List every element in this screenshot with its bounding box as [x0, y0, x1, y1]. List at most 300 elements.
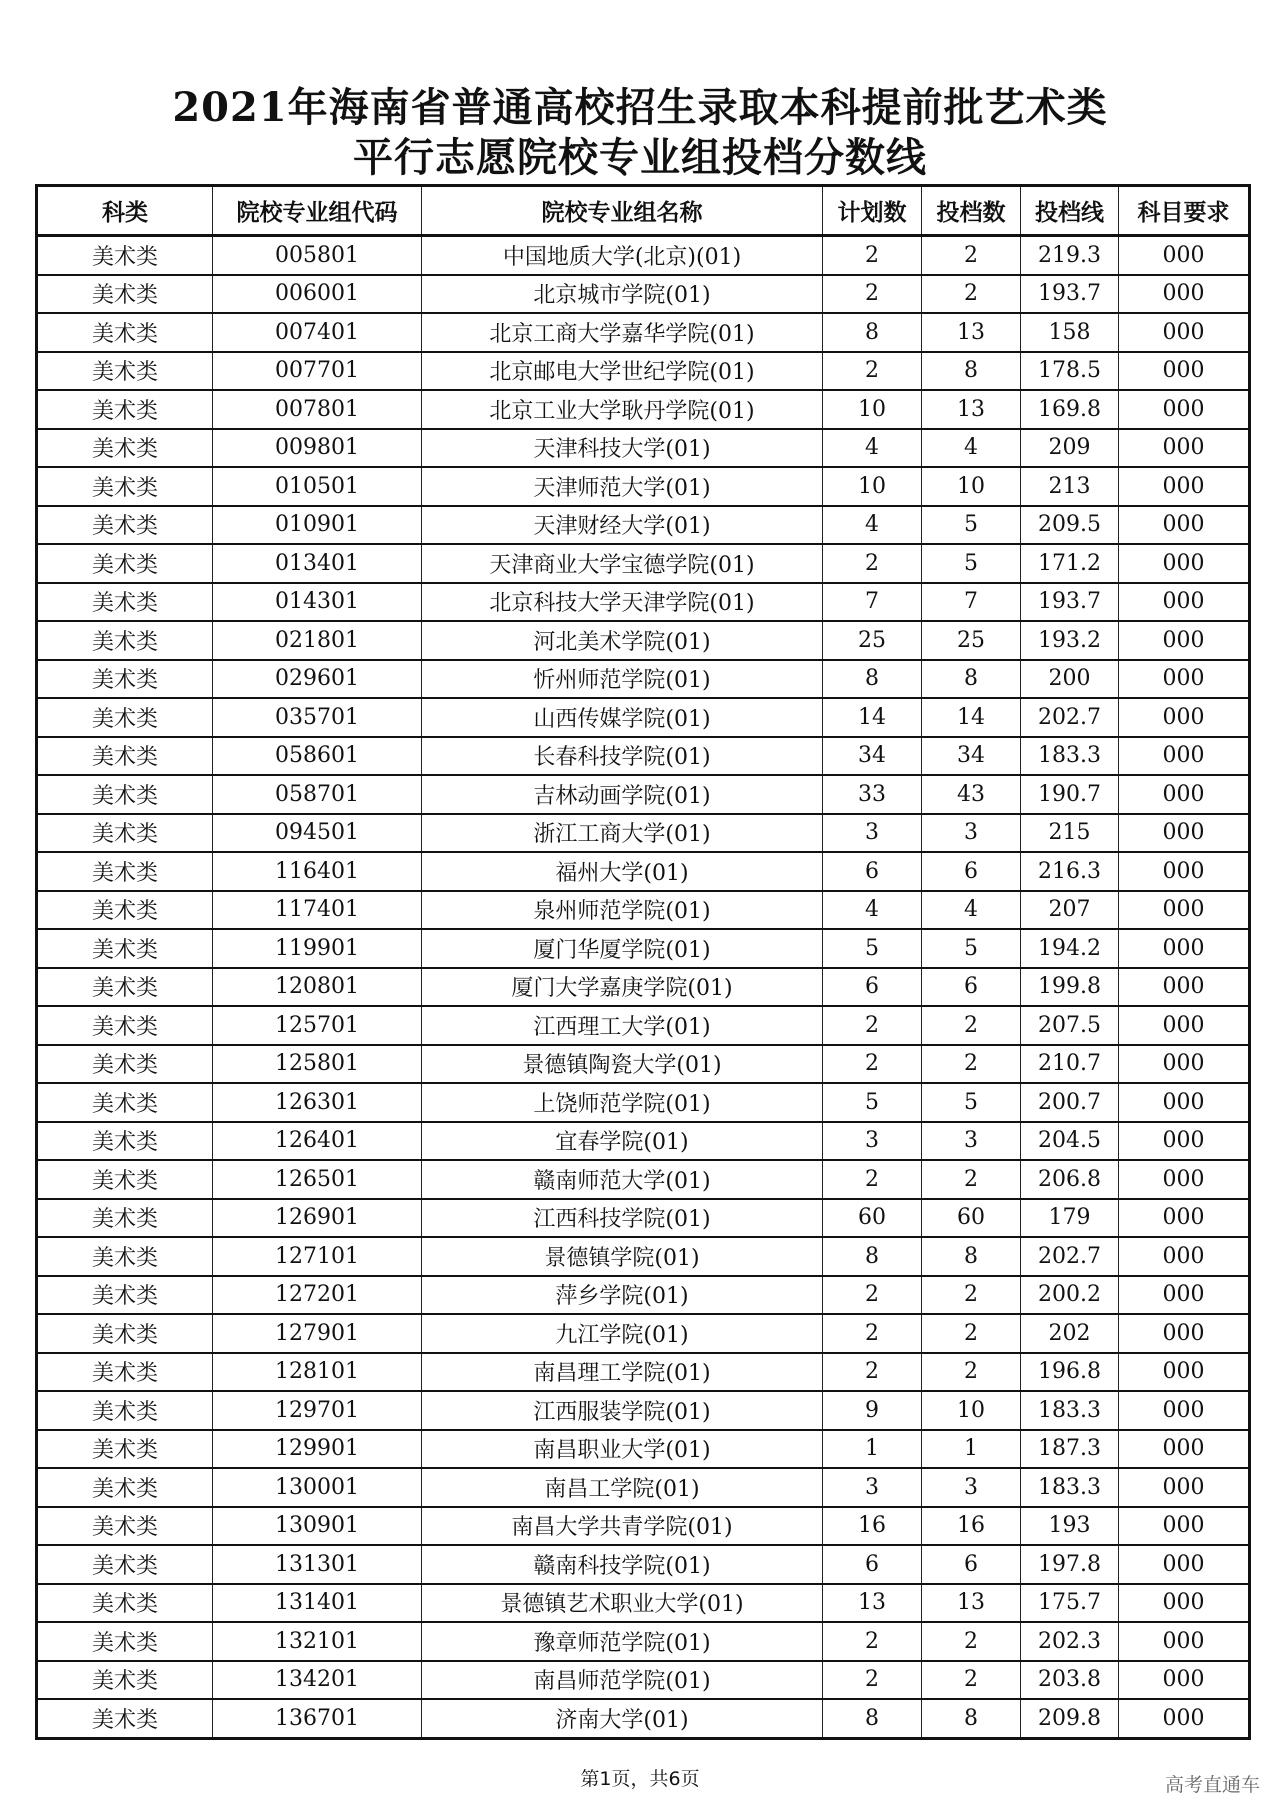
cell-cutoff-score: 206.8 — [1021, 1160, 1119, 1199]
table-header-row — [37, 186, 1250, 236]
cell-filed-count: 5 — [922, 506, 1021, 545]
cell-cutoff-score: 207 — [1021, 891, 1119, 930]
table-row — [37, 1314, 1250, 1353]
cell-cutoff-score: 178.5 — [1021, 352, 1119, 391]
cell-plan-count: 2 — [823, 544, 922, 583]
header-group-code: 院校专业组代码 — [213, 186, 422, 236]
watermark: 高考直通车 — [1164, 1774, 1260, 1796]
cell-category: 美术类 — [37, 1276, 213, 1315]
cell-subject-requirement: 000 — [1119, 852, 1250, 891]
cell-group-name: 北京工商大学嘉华学院(01) — [422, 313, 823, 352]
cell-filed-count: 8 — [922, 1237, 1021, 1276]
table-row — [37, 544, 1250, 583]
cell-group-name: 北京城市学院(01) — [422, 275, 823, 314]
cell-subject-requirement: 000 — [1119, 236, 1250, 275]
cell-cutoff-score: 202.7 — [1021, 698, 1119, 737]
cell-plan-count: 60 — [823, 1199, 922, 1238]
cell-cutoff-score: 203.8 — [1021, 1661, 1119, 1700]
cell-group-code: 058701 — [213, 775, 422, 814]
cell-filed-count: 2 — [922, 1314, 1021, 1353]
cell-group-name: 北京邮电大学世纪学院(01) — [422, 352, 823, 391]
cell-group-code: 009801 — [213, 429, 422, 468]
cell-cutoff-score: 219.3 — [1021, 236, 1119, 275]
cell-group-name: 河北美术学院(01) — [422, 621, 823, 660]
cell-plan-count: 6 — [823, 852, 922, 891]
cell-cutoff-score: 199.8 — [1021, 968, 1119, 1007]
cell-filed-count: 2 — [922, 1006, 1021, 1045]
cell-plan-count: 16 — [823, 1507, 922, 1546]
cell-category: 美术类 — [37, 1045, 213, 1084]
cell-filed-count: 4 — [922, 891, 1021, 930]
cell-subject-requirement: 000 — [1119, 1661, 1250, 1700]
cell-cutoff-score: 216.3 — [1021, 852, 1119, 891]
cell-plan-count: 8 — [823, 313, 922, 352]
cell-filed-count: 3 — [922, 1468, 1021, 1507]
table-row — [37, 1545, 1250, 1584]
cell-filed-count: 1 — [922, 1430, 1021, 1469]
cell-plan-count: 8 — [823, 1699, 922, 1738]
cell-cutoff-score: 193 — [1021, 1507, 1119, 1546]
table-row — [37, 852, 1250, 891]
cell-subject-requirement: 000 — [1119, 1276, 1250, 1315]
cell-filed-count: 5 — [922, 544, 1021, 583]
cell-group-code: 127201 — [213, 1276, 422, 1315]
cell-cutoff-score: 215 — [1021, 814, 1119, 853]
cell-subject-requirement: 000 — [1119, 1006, 1250, 1045]
cell-filed-count: 2 — [922, 1661, 1021, 1700]
cell-group-code: 007401 — [213, 313, 422, 352]
cell-group-name: 上饶师范学院(01) — [422, 1083, 823, 1122]
cell-group-name: 天津科技大学(01) — [422, 429, 823, 468]
cell-group-code: 132101 — [213, 1622, 422, 1661]
cell-category: 美术类 — [37, 1353, 213, 1392]
cell-subject-requirement: 000 — [1119, 1584, 1250, 1623]
cell-filed-count: 2 — [922, 1276, 1021, 1315]
cell-cutoff-score: 202.3 — [1021, 1622, 1119, 1661]
cell-group-code: 131401 — [213, 1584, 422, 1623]
cell-filed-count: 13 — [922, 390, 1021, 429]
cell-group-code: 010501 — [213, 467, 422, 506]
cell-group-code: 129701 — [213, 1391, 422, 1430]
cell-plan-count: 4 — [823, 891, 922, 930]
cell-group-name: 北京科技大学天津学院(01) — [422, 583, 823, 622]
cell-category: 美术类 — [37, 968, 213, 1007]
cell-subject-requirement: 000 — [1119, 1622, 1250, 1661]
cell-filed-count: 43 — [922, 775, 1021, 814]
cell-category: 美术类 — [37, 390, 213, 429]
table-row — [37, 968, 1250, 1007]
cell-plan-count: 14 — [823, 698, 922, 737]
cell-subject-requirement: 000 — [1119, 275, 1250, 314]
cell-category: 美术类 — [37, 1584, 213, 1623]
cell-group-code: 136701 — [213, 1699, 422, 1738]
cell-category: 美术类 — [37, 660, 213, 699]
cell-subject-requirement: 000 — [1119, 698, 1250, 737]
cell-group-name: 南昌职业大学(01) — [422, 1430, 823, 1469]
cell-group-code: 126401 — [213, 1122, 422, 1161]
cell-group-name: 豫章师范学院(01) — [422, 1622, 823, 1661]
table-row — [37, 236, 1250, 275]
cell-category: 美术类 — [37, 814, 213, 853]
cell-group-name: 萍乡学院(01) — [422, 1276, 823, 1315]
header-filed-count: 投档数 — [922, 186, 1021, 236]
cell-group-code: 131301 — [213, 1545, 422, 1584]
cell-group-name: 厦门华厦学院(01) — [422, 929, 823, 968]
cell-group-name: 天津财经大学(01) — [422, 506, 823, 545]
table-row — [37, 1083, 1250, 1122]
cell-category: 美术类 — [37, 891, 213, 930]
cell-subject-requirement: 000 — [1119, 1314, 1250, 1353]
cell-group-name: 江西理工大学(01) — [422, 1006, 823, 1045]
cell-plan-count: 4 — [823, 506, 922, 545]
cell-cutoff-score: 196.8 — [1021, 1353, 1119, 1392]
cell-category: 美术类 — [37, 352, 213, 391]
cell-category: 美术类 — [37, 1622, 213, 1661]
cell-subject-requirement: 000 — [1119, 1391, 1250, 1430]
cell-group-code: 134201 — [213, 1661, 422, 1700]
cell-cutoff-score: 197.8 — [1021, 1545, 1119, 1584]
cell-group-code: 126301 — [213, 1083, 422, 1122]
cell-cutoff-score: 190.7 — [1021, 775, 1119, 814]
header-plan-count: 计划数 — [823, 186, 922, 236]
cell-filed-count: 6 — [922, 1545, 1021, 1584]
cell-cutoff-score: 171.2 — [1021, 544, 1119, 583]
cell-subject-requirement: 000 — [1119, 1699, 1250, 1738]
cell-subject-requirement: 000 — [1119, 775, 1250, 814]
cell-subject-requirement: 000 — [1119, 929, 1250, 968]
cell-cutoff-score: 202.7 — [1021, 1237, 1119, 1276]
cell-group-name: 福州大学(01) — [422, 852, 823, 891]
cell-filed-count: 3 — [922, 814, 1021, 853]
cell-category: 美术类 — [37, 1661, 213, 1700]
table-row — [37, 467, 1250, 506]
cell-plan-count: 2 — [823, 1661, 922, 1700]
cell-group-name: 天津师范大学(01) — [422, 467, 823, 506]
cell-filed-count: 4 — [922, 429, 1021, 468]
cell-group-name: 九江学院(01) — [422, 1314, 823, 1353]
cell-filed-count: 14 — [922, 698, 1021, 737]
cell-subject-requirement: 000 — [1119, 1045, 1250, 1084]
cell-group-code: 013401 — [213, 544, 422, 583]
cell-cutoff-score: 200.2 — [1021, 1276, 1119, 1315]
table-row — [37, 1160, 1250, 1199]
cell-category: 美术类 — [37, 1199, 213, 1238]
cell-group-code: 007801 — [213, 390, 422, 429]
cell-cutoff-score: 209 — [1021, 429, 1119, 468]
cell-category: 美术类 — [37, 1237, 213, 1276]
cell-subject-requirement: 000 — [1119, 1122, 1250, 1161]
cell-subject-requirement: 000 — [1119, 429, 1250, 468]
table-row — [37, 390, 1250, 429]
cell-subject-requirement: 000 — [1119, 1199, 1250, 1238]
cell-filed-count: 3 — [922, 1122, 1021, 1161]
cell-filed-count: 5 — [922, 1083, 1021, 1122]
cell-cutoff-score: 179 — [1021, 1199, 1119, 1238]
cell-subject-requirement: 000 — [1119, 390, 1250, 429]
cell-category: 美术类 — [37, 621, 213, 660]
cell-subject-requirement: 000 — [1119, 1160, 1250, 1199]
table-row — [37, 737, 1250, 776]
cell-cutoff-score: 194.2 — [1021, 929, 1119, 968]
cell-group-name: 北京工业大学耿丹学院(01) — [422, 390, 823, 429]
table-row — [37, 1622, 1250, 1661]
cell-subject-requirement: 000 — [1119, 737, 1250, 776]
cell-group-name: 天津商业大学宝德学院(01) — [422, 544, 823, 583]
cell-subject-requirement: 000 — [1119, 1468, 1250, 1507]
cell-plan-count: 3 — [823, 1468, 922, 1507]
cell-group-code: 010901 — [213, 506, 422, 545]
cell-subject-requirement: 000 — [1119, 1083, 1250, 1122]
cell-cutoff-score: 193.7 — [1021, 583, 1119, 622]
cell-cutoff-score: 200 — [1021, 660, 1119, 699]
cell-cutoff-score: 200.7 — [1021, 1083, 1119, 1122]
cell-category: 美术类 — [37, 236, 213, 275]
cell-category: 美术类 — [37, 583, 213, 622]
cell-plan-count: 10 — [823, 467, 922, 506]
cell-group-code: 006001 — [213, 275, 422, 314]
cell-group-name: 南昌师范学院(01) — [422, 1661, 823, 1700]
cell-category: 美术类 — [37, 275, 213, 314]
cell-group-name: 景德镇艺术职业大学(01) — [422, 1584, 823, 1623]
cell-filed-count: 8 — [922, 352, 1021, 391]
cell-category: 美术类 — [37, 429, 213, 468]
cell-category: 美术类 — [37, 852, 213, 891]
cell-filed-count: 2 — [922, 1353, 1021, 1392]
cell-group-name: 泉州师范学院(01) — [422, 891, 823, 930]
cell-category: 美术类 — [37, 1083, 213, 1122]
cell-group-code: 126901 — [213, 1199, 422, 1238]
table-row — [37, 1468, 1250, 1507]
cell-filed-count: 5 — [922, 929, 1021, 968]
cell-category: 美术类 — [37, 544, 213, 583]
header-subject-requirement: 科目要求 — [1119, 186, 1250, 236]
cell-category: 美术类 — [37, 737, 213, 776]
cell-category: 美术类 — [37, 1122, 213, 1161]
cell-filed-count: 2 — [922, 1045, 1021, 1084]
cell-plan-count: 6 — [823, 968, 922, 1007]
cell-cutoff-score: 213 — [1021, 467, 1119, 506]
cell-group-name: 长春科技学院(01) — [422, 737, 823, 776]
cell-category: 美术类 — [37, 1006, 213, 1045]
cell-filed-count: 2 — [922, 1622, 1021, 1661]
table-row — [37, 698, 1250, 737]
header-cutoff-score: 投档线 — [1021, 186, 1119, 236]
cell-category: 美术类 — [37, 929, 213, 968]
cell-group-name: 景德镇陶瓷大学(01) — [422, 1045, 823, 1084]
table-row — [37, 1199, 1250, 1238]
cell-cutoff-score: 204.5 — [1021, 1122, 1119, 1161]
table-row — [37, 1045, 1250, 1084]
score-table — [35, 184, 1251, 1740]
cell-group-name: 忻州师范学院(01) — [422, 660, 823, 699]
table-row — [37, 1507, 1250, 1546]
cell-group-name: 厦门大学嘉庚学院(01) — [422, 968, 823, 1007]
cell-plan-count: 34 — [823, 737, 922, 776]
cell-group-name: 江西服装学院(01) — [422, 1391, 823, 1430]
cell-group-code: 116401 — [213, 852, 422, 891]
cell-plan-count: 3 — [823, 814, 922, 853]
cell-group-code: 094501 — [213, 814, 422, 853]
cell-group-code: 007701 — [213, 352, 422, 391]
table-row — [37, 1122, 1250, 1161]
table-row — [37, 929, 1250, 968]
table-row — [37, 1237, 1250, 1276]
cell-group-name: 江西科技学院(01) — [422, 1199, 823, 1238]
cell-plan-count: 1 — [823, 1430, 922, 1469]
cell-filed-count: 6 — [922, 968, 1021, 1007]
cell-group-code: 130001 — [213, 1468, 422, 1507]
cell-cutoff-score: 202 — [1021, 1314, 1119, 1353]
cell-plan-count: 2 — [823, 352, 922, 391]
table-row — [37, 891, 1250, 930]
cell-category: 美术类 — [37, 506, 213, 545]
cell-cutoff-score: 207.5 — [1021, 1006, 1119, 1045]
cell-subject-requirement: 000 — [1119, 352, 1250, 391]
cell-group-code: 029601 — [213, 660, 422, 699]
cell-subject-requirement: 000 — [1119, 621, 1250, 660]
table-row — [37, 506, 1250, 545]
table-row — [37, 1584, 1250, 1623]
cell-filed-count: 60 — [922, 1199, 1021, 1238]
cell-group-name: 南昌大学共青学院(01) — [422, 1507, 823, 1546]
cell-category: 美术类 — [37, 467, 213, 506]
cell-plan-count: 2 — [823, 1314, 922, 1353]
cell-plan-count: 2 — [823, 1006, 922, 1045]
cell-cutoff-score: 183.3 — [1021, 1391, 1119, 1430]
table-row — [37, 1353, 1250, 1392]
table-row — [37, 1699, 1250, 1738]
cell-group-code: 127901 — [213, 1314, 422, 1353]
cell-group-name: 赣南科技学院(01) — [422, 1545, 823, 1584]
cell-filed-count: 8 — [922, 1699, 1021, 1738]
cell-subject-requirement: 000 — [1119, 1430, 1250, 1469]
cell-category: 美术类 — [37, 698, 213, 737]
document-title-line2: 平行志愿院校专业组投档分数线 — [353, 134, 927, 181]
cell-group-name: 济南大学(01) — [422, 1699, 823, 1738]
table-row — [37, 814, 1250, 853]
cell-plan-count: 13 — [823, 1584, 922, 1623]
cell-group-name: 中国地质大学(北京)(01) — [422, 236, 823, 275]
cell-plan-count: 7 — [823, 583, 922, 622]
header-category: 科类 — [37, 186, 213, 236]
cell-group-name: 浙江工商大学(01) — [422, 814, 823, 853]
cell-group-name: 景德镇学院(01) — [422, 1237, 823, 1276]
cell-plan-count: 5 — [823, 929, 922, 968]
cell-plan-count: 10 — [823, 390, 922, 429]
cell-group-code: 021801 — [213, 621, 422, 660]
cell-plan-count: 4 — [823, 429, 922, 468]
cell-category: 美术类 — [37, 1391, 213, 1430]
cell-group-code: 120801 — [213, 968, 422, 1007]
cell-filed-count: 2 — [922, 275, 1021, 314]
table-row — [37, 352, 1250, 391]
cell-plan-count: 2 — [823, 236, 922, 275]
cell-cutoff-score: 158 — [1021, 313, 1119, 352]
cell-group-name: 宜春学院(01) — [422, 1122, 823, 1161]
cell-group-code: 130901 — [213, 1507, 422, 1546]
cell-plan-count: 25 — [823, 621, 922, 660]
table-row — [37, 1276, 1250, 1315]
cell-category: 美术类 — [37, 1160, 213, 1199]
table-row — [37, 1430, 1250, 1469]
cell-plan-count: 3 — [823, 1122, 922, 1161]
cell-group-code: 119901 — [213, 929, 422, 968]
cell-filed-count: 2 — [922, 1160, 1021, 1199]
cell-subject-requirement: 000 — [1119, 891, 1250, 930]
header-group-name: 院校专业组名称 — [422, 186, 823, 236]
cell-subject-requirement: 000 — [1119, 313, 1250, 352]
cell-cutoff-score: 210.7 — [1021, 1045, 1119, 1084]
cell-cutoff-score: 209.8 — [1021, 1699, 1119, 1738]
cell-subject-requirement: 000 — [1119, 660, 1250, 699]
cell-group-name: 南昌理工学院(01) — [422, 1353, 823, 1392]
cell-cutoff-score: 169.8 — [1021, 390, 1119, 429]
cell-plan-count: 8 — [823, 1237, 922, 1276]
table-row — [37, 775, 1250, 814]
cell-category: 美术类 — [37, 1545, 213, 1584]
cell-cutoff-score: 193.7 — [1021, 275, 1119, 314]
table-row — [37, 313, 1250, 352]
cell-cutoff-score: 183.3 — [1021, 737, 1119, 776]
page-number: 第1页，共6页 — [580, 1768, 700, 1790]
cell-plan-count: 33 — [823, 775, 922, 814]
cell-subject-requirement: 000 — [1119, 1237, 1250, 1276]
cell-filed-count: 13 — [922, 1584, 1021, 1623]
table-row — [37, 660, 1250, 699]
cell-group-code: 126501 — [213, 1160, 422, 1199]
cell-group-code: 058601 — [213, 737, 422, 776]
cell-filed-count: 8 — [922, 660, 1021, 699]
table-row — [37, 275, 1250, 314]
cell-filed-count: 10 — [922, 467, 1021, 506]
cell-group-code: 128101 — [213, 1353, 422, 1392]
cell-filed-count: 6 — [922, 852, 1021, 891]
cell-filed-count: 13 — [922, 313, 1021, 352]
cell-cutoff-score: 193.2 — [1021, 621, 1119, 660]
cell-filed-count: 25 — [922, 621, 1021, 660]
cell-plan-count: 6 — [823, 1545, 922, 1584]
cell-subject-requirement: 000 — [1119, 968, 1250, 1007]
document-title-line1: 2021年海南省普通高校招生录取本科提前批艺术类 — [172, 84, 1108, 131]
cell-plan-count: 2 — [823, 275, 922, 314]
cell-group-code: 035701 — [213, 698, 422, 737]
cell-category: 美术类 — [37, 1699, 213, 1738]
cell-group-code: 129901 — [213, 1430, 422, 1469]
cell-group-code: 125701 — [213, 1006, 422, 1045]
cell-group-code: 125801 — [213, 1045, 422, 1084]
cell-plan-count: 8 — [823, 660, 922, 699]
cell-cutoff-score: 209.5 — [1021, 506, 1119, 545]
cell-subject-requirement: 000 — [1119, 1507, 1250, 1546]
cell-subject-requirement: 000 — [1119, 1353, 1250, 1392]
cell-subject-requirement: 000 — [1119, 544, 1250, 583]
cell-filed-count: 34 — [922, 737, 1021, 776]
cell-category: 美术类 — [37, 313, 213, 352]
cell-group-code: 014301 — [213, 583, 422, 622]
cell-plan-count: 9 — [823, 1391, 922, 1430]
cell-group-name: 吉林动画学院(01) — [422, 775, 823, 814]
table-row — [37, 429, 1250, 468]
cell-cutoff-score: 187.3 — [1021, 1430, 1119, 1469]
cell-category: 美术类 — [37, 1314, 213, 1353]
cell-plan-count: 2 — [823, 1276, 922, 1315]
cell-plan-count: 2 — [823, 1353, 922, 1392]
cell-cutoff-score: 175.7 — [1021, 1584, 1119, 1623]
cell-subject-requirement: 000 — [1119, 814, 1250, 853]
cell-subject-requirement: 000 — [1119, 506, 1250, 545]
cell-group-code: 127101 — [213, 1237, 422, 1276]
table-row — [37, 1391, 1250, 1430]
